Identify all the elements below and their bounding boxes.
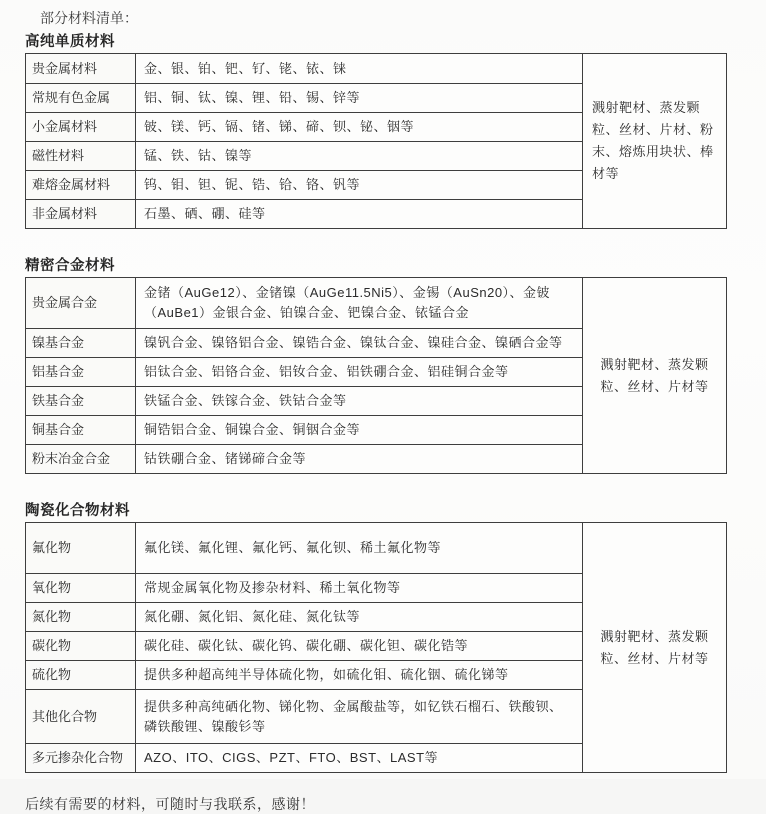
row-items-cell: 氮化硼、氮化铝、氮化硅、氮化钛等 [144, 609, 361, 624]
table-row [26, 386, 582, 415]
footer-note: 后续有需要的材料，可随时与我联系，感谢！ [25, 796, 315, 812]
row-category-cell: 铜基合金 [26, 416, 136, 444]
table-row [26, 357, 582, 386]
page-title: 部分材料清单： [40, 10, 138, 26]
row-category-cell: 其他化合物 [26, 690, 136, 743]
row-category-cell: 粉末冶金合金 [26, 445, 136, 473]
row-category-cell: 硫化物 [26, 661, 136, 689]
row-items-cell: 提供多种超高纯半导体硫化物，如硫化钼、硫化铟、硫化锑等 [144, 667, 509, 682]
row-category-cell: 贵金属合金 [26, 278, 136, 328]
row-category-cell: 非金属材料 [26, 200, 136, 228]
section-heading-ceramics: 陶瓷化合物材料 [25, 503, 130, 519]
row-category-cell: 铁基合金 [26, 387, 136, 415]
materials-table-alloys [25, 277, 727, 474]
row-items-cell: 金、银、铂、钯、钌、铑、铱、铼 [144, 60, 347, 76]
table-row [26, 170, 582, 199]
row-category-cell: 铝基合金 [26, 358, 136, 386]
table-row [26, 602, 582, 631]
row-items-cell: 铁锰合金、铁镓合金、铁钴合金等 [144, 393, 347, 408]
row-items-cell: AZO、ITO、CIGS、PZT、FTO、BST、LAST等 [144, 750, 439, 765]
table-row [26, 199, 582, 228]
row-items-cell: 金锗（AuGe12）、金锗镍（AuGe11.5Ni5）、金锡（AuSn20）、金铍（AuBe1）金银合金、铂镍合金、钯镍合金、铱锰合金 [144, 285, 551, 320]
row-category-cell: 镍基合金 [26, 329, 136, 357]
table-row [26, 54, 582, 83]
materials-table-ceramics [25, 522, 727, 773]
row-category-cell: 氧化物 [26, 574, 136, 602]
row-items-cell: 钨、钼、钽、铌、锆、铪、铬、钒等 [144, 177, 361, 192]
row-items-cell: 铍、镁、钙、镉、锗、锑、碲、钡、铋、铟等 [144, 119, 415, 134]
table-row [26, 415, 582, 444]
side-note-cell: 溅射靶材、蒸发颗粒、丝材、片材等 [582, 278, 726, 473]
row-category-cell: 氮化物 [26, 603, 136, 631]
row-category-cell: 磁性材料 [26, 142, 136, 170]
side-note-cell: 溅射靶材、蒸发颗粒、丝材、片材等 [582, 523, 726, 772]
row-items-cell: 铝、铜、钛、镍、锂、铅、锡、锌等 [144, 90, 361, 105]
row-items-cell: 氟化镁、氟化锂、氟化钙、氟化钡、稀土氟化物等 [144, 540, 442, 555]
table-row [26, 444, 582, 473]
row-category-cell: 贵金属材料 [26, 54, 136, 83]
section-heading-elements: 高纯单质材料 [25, 34, 115, 50]
row-items-cell: 铜锆铝合金、铜镍合金、铜铟合金等 [144, 422, 361, 437]
row-items-cell: 钴铁硼合金、锗锑碲合金等 [144, 451, 307, 466]
row-category-cell: 常规有色金属 [26, 84, 136, 112]
table-rows [26, 54, 582, 228]
row-category-cell: 难熔金属材料 [26, 171, 136, 199]
side-note-cell: 溅射靶材、蒸发颗粒、丝材、片材、粉末、熔炼用块状、棒材等 [582, 54, 726, 228]
table-row [26, 631, 582, 660]
table-row [26, 112, 582, 141]
row-category-cell: 小金属材料 [26, 113, 136, 141]
table-row [26, 573, 582, 602]
table-row [26, 83, 582, 112]
row-category-cell: 氟化物 [26, 523, 136, 573]
table-row [26, 278, 582, 328]
table-row [26, 743, 582, 772]
row-items-cell: 提供多种高纯硒化物、锑化物、金属酸盐等，如钇铁石榴石、铁酸钡、磷铁酸锂、镍酸钐等 [144, 698, 563, 734]
row-category-cell: 多元掺杂化合物 [26, 744, 136, 772]
table-rows [26, 278, 582, 473]
table-row [26, 689, 582, 743]
materials-table-elements [25, 53, 727, 229]
row-items-cell: 碳化硅、碳化钛、碳化钨、碳化硼、碳化钽、碳化锆等 [144, 638, 469, 653]
table-row [26, 328, 582, 357]
table-row [26, 523, 582, 573]
table-rows [26, 523, 582, 772]
section-heading-alloys: 精密合金材料 [25, 258, 115, 274]
row-items-cell: 石墨、硒、硼、硅等 [144, 206, 266, 221]
table-row [26, 141, 582, 170]
row-items-cell: 常规金属氧化物及掺杂材料、稀土氧化物等 [144, 580, 401, 595]
row-category-cell: 碳化物 [26, 632, 136, 660]
row-items-cell: 铝钛合金、铝铬合金、铝钕合金、铝铁硼合金、铝硅铜合金等 [144, 364, 509, 379]
row-items-cell: 锰、铁、钴、镍等 [144, 148, 253, 163]
row-items-cell: 镍钒合金、镍铬铝合金、镍锆合金、镍钛合金、镍硅合金、镍硒合金等 [144, 335, 563, 350]
table-row [26, 660, 582, 689]
